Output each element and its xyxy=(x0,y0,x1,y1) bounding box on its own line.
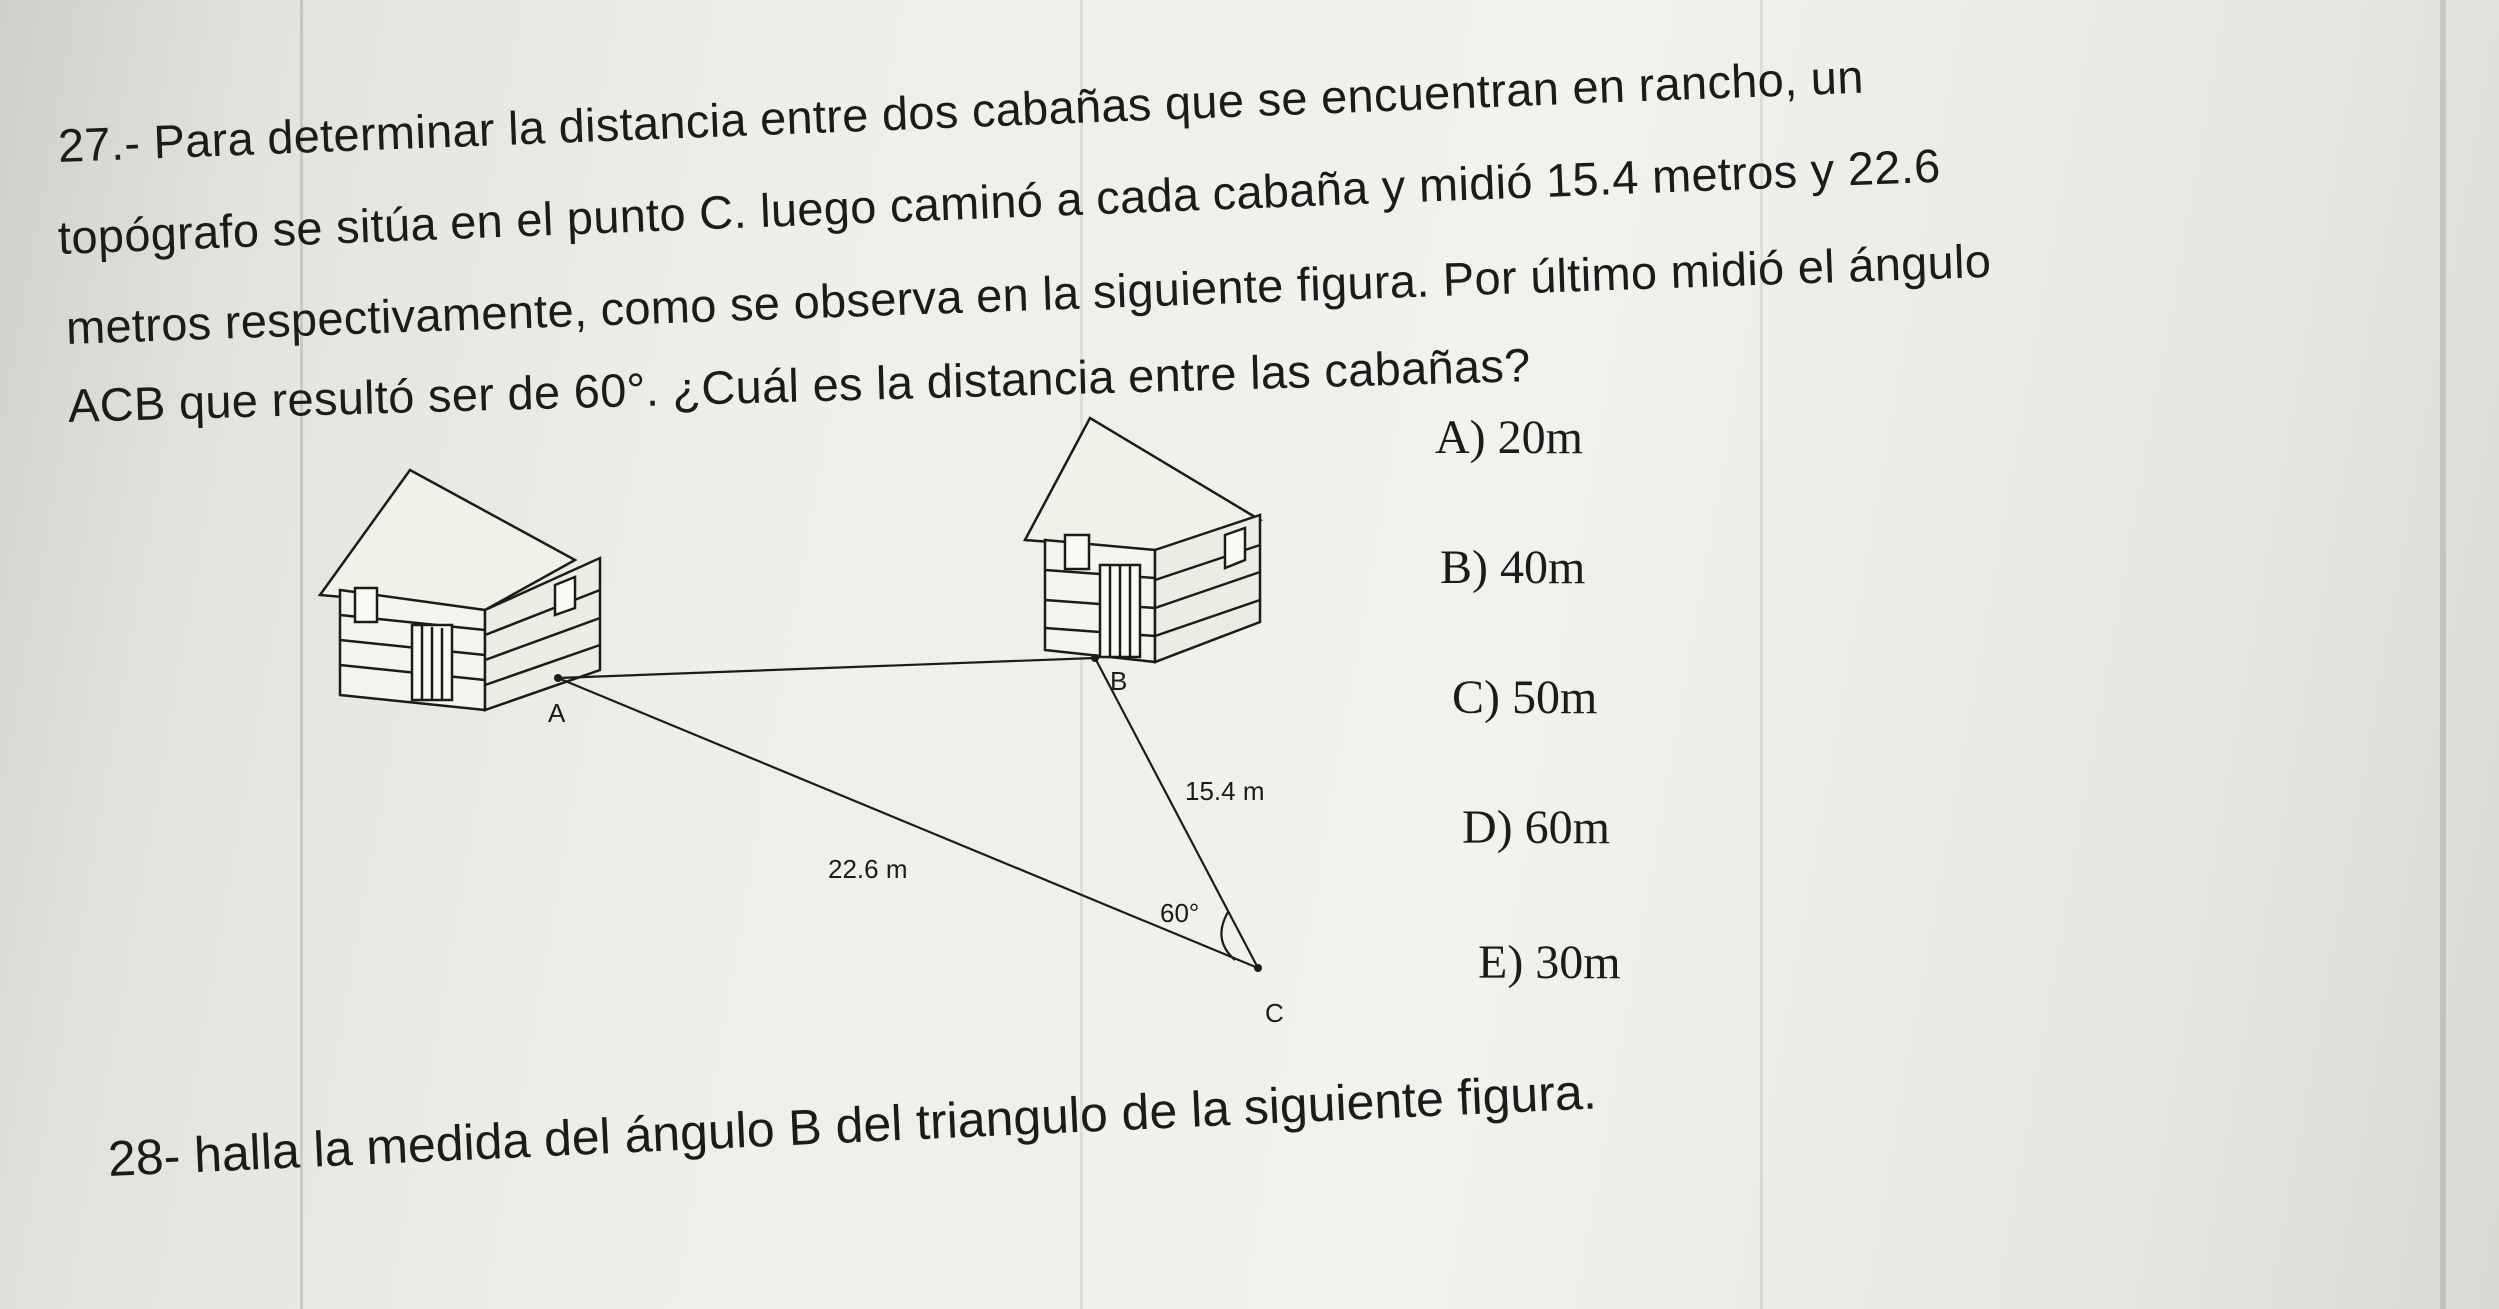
question-27-line-3: metros respectivamente, como se observa en la siguiente figura. Por último midió el ángulo xyxy=(65,233,1992,354)
cabin-b-drawing xyxy=(1025,418,1260,662)
option-b[interactable]: B) 40m xyxy=(1440,541,1586,594)
option-e[interactable]: E) 30m xyxy=(1478,936,1621,989)
question-27-line-4: ACB que resultó ser de 60°. ¿Cuál es la distancia entre las cabañas? xyxy=(67,338,1532,432)
point-c-dot xyxy=(1254,964,1262,972)
option-d[interactable]: D) 60m xyxy=(1462,801,1610,854)
paper-crease xyxy=(2440,0,2446,1309)
label-point-c: C xyxy=(1265,998,1284,1028)
label-point-b: B xyxy=(1110,666,1128,696)
cabins-triangle-figure xyxy=(300,400,1350,1050)
label-side-ac: 22.6 m xyxy=(828,854,908,884)
label-point-a: A xyxy=(548,698,566,728)
triangle-abc xyxy=(558,658,1258,968)
question-27-line-2: topógrafo se sitúa en el punto C. luego caminó a cada cabaña y midió 15.4 metros y 22.6 xyxy=(56,138,1942,264)
point-a-dot xyxy=(554,674,562,682)
question-27-line-1: 27.- Para determinar la distancia entre dos cabañas que se encuentran en rancho, un xyxy=(56,49,1865,172)
question-28: 28- halla la medida del ángulo B del triangulo de la siguiente figura. xyxy=(106,1063,1598,1187)
point-b-dot xyxy=(1091,654,1099,662)
option-a[interactable]: A) 20m xyxy=(1435,411,1583,464)
option-c[interactable]: C) 50m xyxy=(1452,671,1598,724)
label-angle-c: 60° xyxy=(1160,898,1200,928)
label-side-bc: 15.4 m xyxy=(1185,776,1265,806)
side-ac xyxy=(558,678,1258,968)
side-ab xyxy=(558,658,1095,678)
